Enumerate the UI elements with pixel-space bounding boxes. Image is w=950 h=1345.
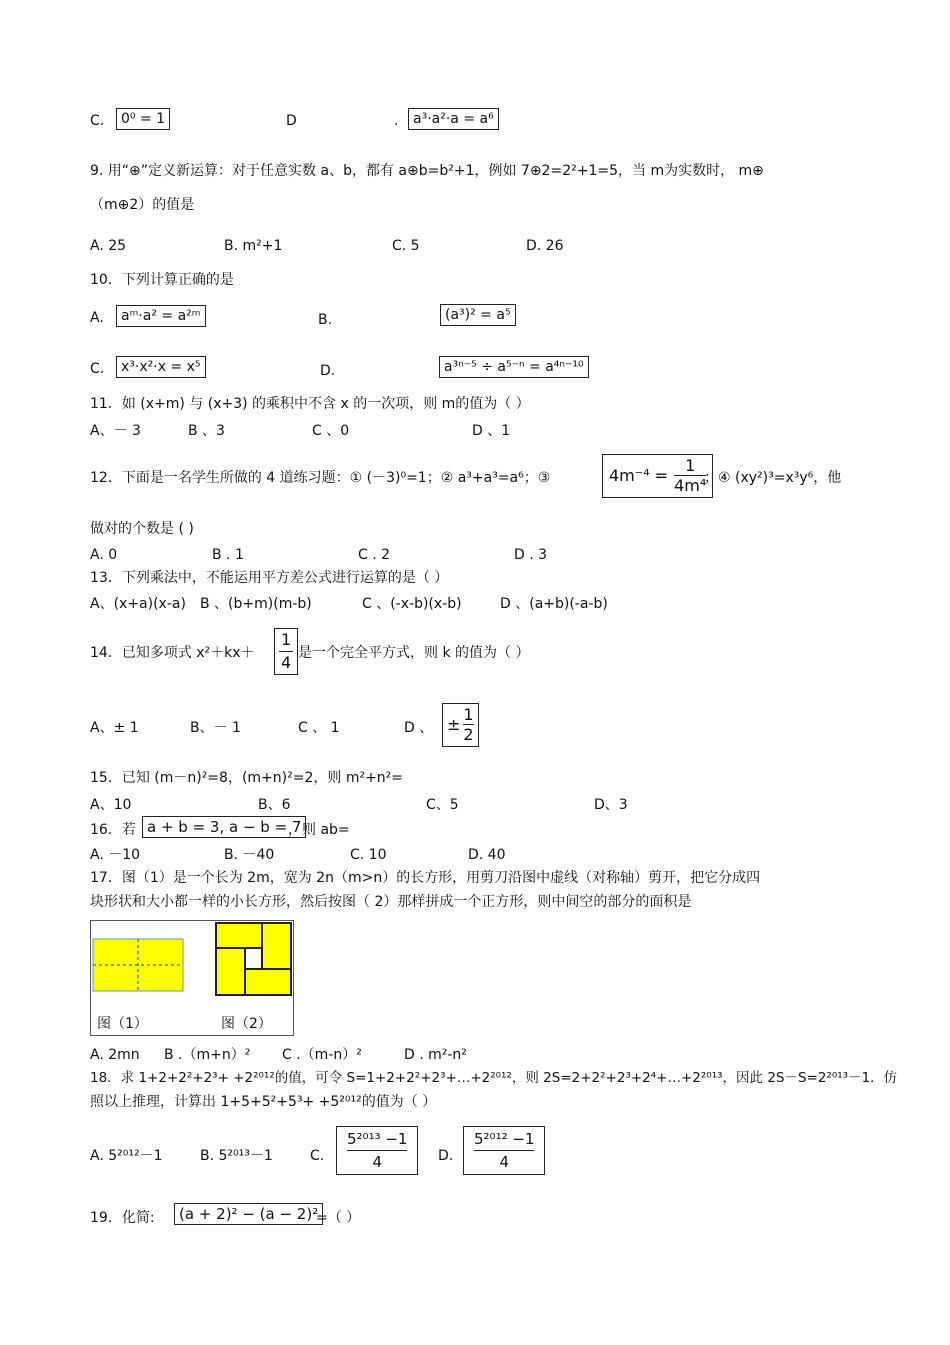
q11-option-c: C 、0 bbox=[312, 423, 350, 439]
q18-option-d-value: $\frac{\text{5²⁰¹² −1}}{4}$ bbox=[463, 1126, 545, 1175]
q16-option-b: B. －40 bbox=[224, 847, 275, 863]
q10-b-expr: (a³)² = a⁵ bbox=[440, 304, 516, 326]
q14-option-d-label: D 、 bbox=[404, 720, 434, 736]
q16-option-c: C. 10 bbox=[350, 847, 387, 863]
q9-option-c: C. 5 bbox=[392, 238, 420, 254]
q11-option-d: D 、1 bbox=[472, 423, 511, 439]
q12-option-b: B . 1 bbox=[212, 547, 244, 563]
q12-stem-pre: 12．下面是一名学生所做的 4 道练习题：① (－3)⁰=1；② a³+a³=a⁶；③ bbox=[90, 470, 551, 486]
q18-stem-line1: 18．求 1+2+2²+2³+ +2²⁰¹²的值，可令 S=1+2+2²+2³+…+2²⁰¹²，则 2S=2+2²+2³+2⁴+…+2²⁰¹³，因此 2S－S=2²⁰¹³－1．仿 bbox=[90, 1070, 898, 1086]
q15-option-a: A、10 bbox=[90, 797, 132, 813]
q12-stem-post: ；④ (xy²)³=x³y⁶，他 bbox=[704, 470, 842, 486]
q9-stem-line1: 9. 用“⊕”定义新运算：对于任意实数 a、b，都有 a⊕b=b²+1，例如 7⊕2=2²+1=5，当 m为实数时， m⊕ bbox=[90, 163, 764, 179]
q9-stem-line2: （m⊕2）的值是 bbox=[90, 197, 195, 213]
q15-option-d: D、3 bbox=[594, 797, 628, 813]
q18-option-a: A. 5²⁰¹²－1 bbox=[90, 1148, 163, 1164]
q11-option-b: B 、3 bbox=[188, 423, 225, 439]
q18-option-d-label: D. bbox=[438, 1148, 454, 1164]
q14-option-a: A、± 1 bbox=[90, 720, 139, 736]
q16-stem-pre: 16．若 bbox=[90, 822, 136, 838]
q8-c-expr: 0⁰ = 1 bbox=[116, 108, 170, 130]
q14-option-c: C 、 1 bbox=[298, 720, 340, 736]
q19-stem-post: =（ ） bbox=[316, 1210, 361, 1226]
q14-stem-post: 是一个完全平方式，则 k 的值为（ ） bbox=[298, 645, 530, 661]
q13-option-b: B 、(b+m)(m-b) bbox=[200, 596, 312, 612]
q14-option-b: B、－ 1 bbox=[190, 720, 241, 736]
q11-stem: 11．如 (x+m) 与 (x+3) 的乘积中不含 x 的一次项，则 m的值为（ ） bbox=[90, 396, 530, 412]
q17-option-a: A. 2mn bbox=[90, 1047, 140, 1063]
q17-stem-line1: 17．图（1）是一个长为 2m，宽为 2n（m>n）的长方形，用剪刀沿图中虚线（对称轴）剪开，把它分成四 bbox=[90, 870, 761, 886]
q19-expr: (a + 2)² − (a − 2)² bbox=[174, 1203, 323, 1225]
q14-option-d-value: ± $\frac{1}{2}$ bbox=[442, 703, 479, 747]
q16-option-d: D. 40 bbox=[468, 847, 506, 863]
q13-option-c: C 、(-x-b)(x-b) bbox=[362, 596, 462, 612]
q14-stem-pre: 14．已知多项式 x²＋kx＋ bbox=[90, 645, 255, 661]
fig1-caption: 图（1） bbox=[97, 1016, 148, 1032]
q19-stem-pre: 19．化简: bbox=[90, 1210, 155, 1226]
q12-option-d: D . 3 bbox=[514, 547, 548, 563]
q10-b-label: B. bbox=[318, 312, 333, 328]
q16-expr: a + b = 3, a − b = 7 bbox=[142, 816, 306, 838]
q14-fraction: $\frac{1}{4}$ bbox=[274, 628, 298, 675]
q17-figure bbox=[90, 920, 294, 1036]
q8-d-expr: a³·a²·a = a⁶ bbox=[408, 108, 499, 130]
q10-c-expr: x³·x²·x = x⁵ bbox=[116, 356, 206, 378]
q12-fraction: 4m⁻⁴ = $\frac{1}{\text{4m⁴}}$ bbox=[602, 454, 713, 498]
q9-option-a: A. 25 bbox=[90, 238, 127, 254]
q10-a-expr: aᵐ·a² = a²ᵐ bbox=[116, 305, 206, 327]
q17-option-b: B .（m+n）² bbox=[164, 1047, 251, 1063]
q18-option-c-label: C. bbox=[310, 1148, 325, 1164]
q13-option-d: D 、(a+b)(-a-b) bbox=[500, 596, 608, 612]
q9-option-b: B. m²+1 bbox=[224, 238, 283, 254]
q9-option-d: D. 26 bbox=[526, 238, 564, 254]
q13-option-a: A、(x+a)(x-a) bbox=[90, 596, 186, 612]
q11-option-a: A、－ 3 bbox=[90, 423, 141, 439]
q12-stem-line2: 做对的个数是 ( ) bbox=[90, 521, 194, 537]
q8-d-label: D bbox=[286, 113, 297, 129]
q10-d-label: D. bbox=[320, 363, 336, 379]
q13-stem: 13．下列乘法中，不能运用平方差公式进行运算的是（ ） bbox=[90, 570, 449, 586]
q18-option-c-value: $\frac{\text{5²⁰¹³ −1}}{4}$ bbox=[336, 1126, 418, 1175]
fig2-center-hole bbox=[245, 948, 262, 969]
q8-c-label: C. bbox=[90, 113, 105, 129]
q12-option-c: C . 2 bbox=[358, 547, 391, 563]
q15-option-c: C、5 bbox=[426, 797, 459, 813]
q8-d-dot: . bbox=[394, 113, 399, 129]
q17-option-d: D . m²-n² bbox=[404, 1047, 467, 1063]
q16-stem-post: ，则 ab= bbox=[288, 822, 350, 838]
q15-stem: 15．已知 (m－n)²=8，(m+n)²=2，则 m²+n²= bbox=[90, 770, 404, 786]
q15-option-b: B、6 bbox=[258, 797, 291, 813]
q10-c-label: C. bbox=[90, 361, 105, 377]
q17-stem-line2: 块形状和大小都一样的小长方形，然后按图（ 2）那样拼成一个正方形，则中间空的部分的面积是 bbox=[90, 894, 692, 910]
fig2-caption: 图（2） bbox=[221, 1016, 272, 1032]
q10-d-expr: a³ⁿ⁻⁵ ÷ a⁵⁻ⁿ = a⁴ⁿ⁻¹⁰ bbox=[439, 356, 589, 378]
q16-option-a: A. －10 bbox=[90, 847, 141, 863]
q18-stem-line2: 照以上推理，计算出 1+5+5²+5³+ +5²⁰¹²的值为（ ） bbox=[90, 1094, 437, 1110]
q18-option-b: B. 5²⁰¹³－1 bbox=[200, 1148, 273, 1164]
q12-option-a: A. 0 bbox=[90, 547, 118, 563]
q10-stem: 10．下列计算正确的是 bbox=[90, 272, 234, 288]
q10-a-label: A. bbox=[90, 310, 104, 326]
q17-option-c: C .（m-n）² bbox=[282, 1047, 362, 1063]
